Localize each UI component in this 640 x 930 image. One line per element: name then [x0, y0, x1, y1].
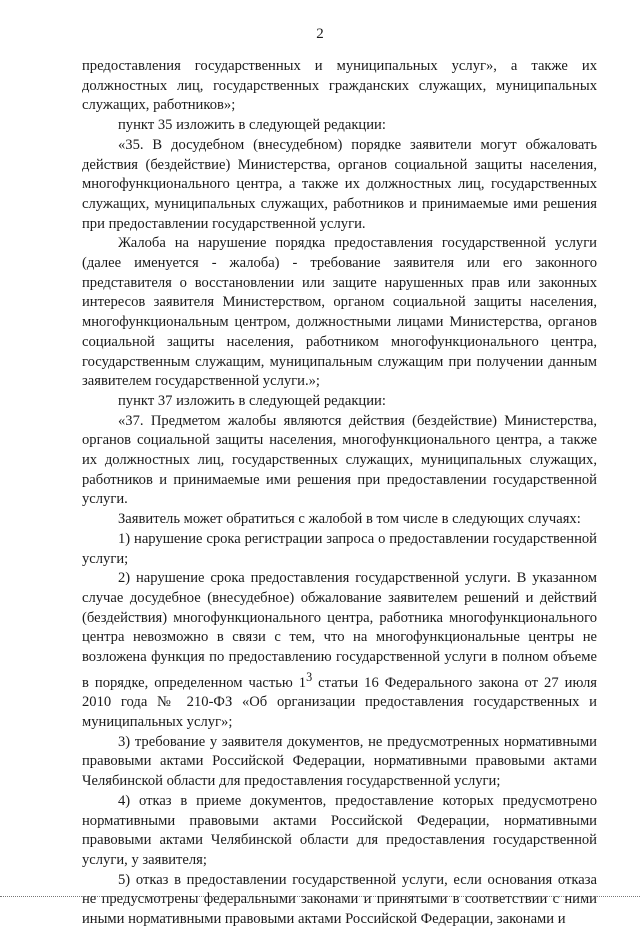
paragraph-text: статьи 16 Федерального закона от 27 июля 2010 года № 210-ФЗ «Об организации предоставления государственных и муниципальных услуг»;: [82, 674, 597, 731]
document-body: [82, 57, 597, 930]
page-number: 2: [316, 26, 324, 42]
paragraph: Жалоба на нарушение порядка предоставления государственной услуги (далее именуется - жалоба) - требование заявителя или его законного представителя о восстановлении или защите нарушенных прав или законных интересов заявителя Министерством, органом социальной защиты населения, многофункциональным центром, должностными лицами Министерства, органов социальной защиты населения, работником многофункционального центра, государственным служащим, муниципальным служащим при получении данным заявителем государственной услуги.»;: [82, 235, 597, 390]
paragraph: 4) отказ в приеме документов, предоставление которых предусмотрено нормативными правовыми актами Российской Федерации, нормативными правовыми актами Челябинской области для предоставления государственной услуги, у заявителя;: [82, 792, 597, 868]
paragraph: пункт 37 изложить в следующей редакции:: [118, 392, 386, 409]
paragraph: предоставления государственных и муниципальных услуг», а также их должностных лиц, государственных гражданских служащих, муниципальных служащих, работников»;: [82, 58, 597, 114]
superscript: 3: [306, 669, 313, 684]
paragraph: Заявитель может обратиться с жалобой в том числе в следующих случаях:: [118, 511, 581, 528]
page-bottom-rule: [0, 896, 640, 897]
paragraph: «37. Предметом жалобы являются действия (бездействие) Министерства, органов социальной защиты населения, многофункционального центра, а также их должностных лиц, государственных служащих, муниципальных служащих, работников и принимаемые ими решения при предоставлении государственной услуги.: [82, 412, 597, 508]
paragraph: [82, 569, 597, 732]
paragraph: пункт 35 изложить в следующей редакции:: [118, 117, 386, 134]
paragraph: 1) нарушение срока регистрации запроса о предоставлении государственной услуги;: [82, 530, 597, 567]
paragraph-text: 2) нарушение срока предоставления государственной услуги. В указанном случае досудебное (внесудебное) обжалование заявителем решений и действий (бездействия) многофункционального центра, работника многофункционального центра невозможно в связи с тем, что на многофункциональные центры не возложена функция по предоставлению государственной услуги в полном объеме в порядке, определенном частью 1: [82, 570, 597, 691]
paragraph: «35. В досудебном (внесудебном) порядке заявители могут обжаловать действия (бездействие) Министерства, органов социальной защиты населения, многофункционального центра, а также их должностных лиц, государственных служащих, муниципальных служащих, работников и принимаемые ими решения при предоставлении государственной услуги.: [82, 136, 597, 232]
paragraph: 3) требование у заявителя документов, не предусмотренных нормативными правовыми актами Российской Федерации, нормативными правовыми актами Челябинской области для предоставления государственной услуги;: [82, 733, 597, 790]
paragraph: 5) отказ в предоставлении государственной услуги, если основания отказа не предусмотрены федеральными законами и принятыми в соответствии с ними иными нормативными правовыми актами Российской Федерации, законами и: [82, 871, 597, 928]
